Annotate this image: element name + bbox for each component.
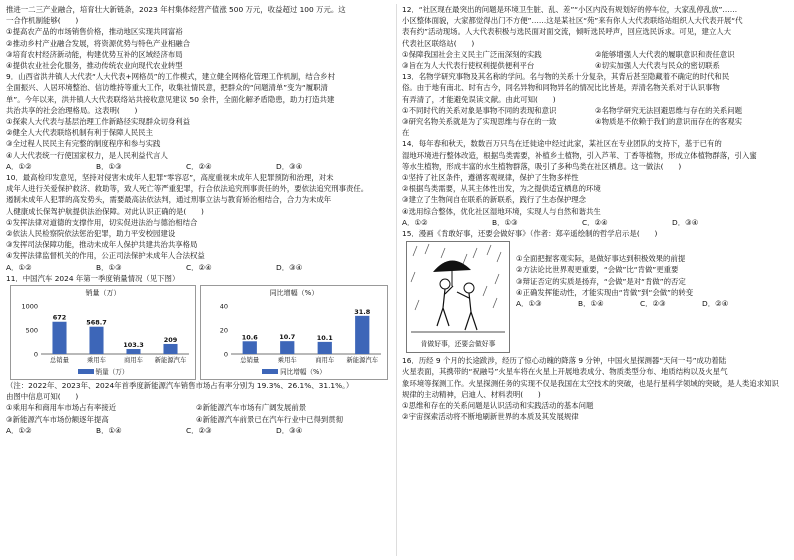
q12-option: ④切实加强人大代表与民众的密切联系 bbox=[595, 61, 720, 71]
cartoon-caption: 肯做好事，还要会做好事 bbox=[420, 340, 496, 349]
chart-legend bbox=[11, 367, 195, 378]
bar bbox=[355, 316, 369, 354]
bar-value-label: 568.7 bbox=[86, 318, 107, 327]
choice-d: D．③④ bbox=[672, 217, 699, 227]
category-label: 乘用车 bbox=[277, 357, 297, 365]
q9-option: ④人大代表统一行使国家权力，是人民利益代言人 bbox=[6, 150, 168, 160]
choice-a: A．①② bbox=[6, 425, 32, 435]
cartoon-drawing bbox=[407, 242, 509, 338]
q8-option: ④提供农业社会化服务，推动传统农业向现代农业转型 bbox=[6, 61, 183, 71]
q13-stem-line: 13．名物学研究事物及其名称的学问。名与物的关系十分复杂，其背后甚至隐藏着不确定的时代和民 bbox=[402, 72, 730, 82]
q16-stem-line: 象环境等探测工作。火星探测任务的实现不仅是我国在太空技术的突破，也是行星科学领域的突破，是人类追求知识 bbox=[402, 378, 779, 388]
q15-option: ③辩证否定的实质是扬弃，“会做”是对“肯做”的否定 bbox=[516, 276, 686, 286]
category-label: 新能源汽车 bbox=[154, 357, 187, 365]
legend-swatch bbox=[78, 369, 94, 374]
q10-option: ②依法人民检察院依法惩治犯罪，助力平安校园建设 bbox=[6, 229, 176, 239]
q14-option: ③建立了生物间自在联系的新联系，践行了生态保护理念 bbox=[402, 195, 587, 205]
bar-value-label: 10.7 bbox=[279, 333, 296, 342]
choice-b: B．①④ bbox=[96, 425, 122, 435]
y-tick-label: 40 bbox=[219, 302, 228, 311]
q15-choices bbox=[516, 298, 786, 309]
choice-b: B．①④ bbox=[578, 299, 604, 309]
y-tick-label: 1000 bbox=[21, 302, 38, 311]
choice-a: A．①② bbox=[402, 217, 428, 227]
q14-choices bbox=[402, 217, 788, 228]
q13-options-row2 bbox=[402, 116, 788, 127]
yoy-growth-plot bbox=[201, 296, 387, 372]
choice-a: A．①② bbox=[6, 262, 32, 272]
choice-c: C．②④ bbox=[186, 161, 212, 171]
q9-stem-line: 9．山西省洪井镇人大代表“人大代表+网格员”的工作模式，建立健全网格化管理工作机制，结合乡村 bbox=[6, 72, 335, 82]
choice-a: A．①③ bbox=[516, 299, 542, 309]
q10-option: ③发挥司法保障功能，推动未成年人保护共建共治共享格局 bbox=[6, 240, 198, 250]
choice-d: D．②④ bbox=[702, 299, 729, 309]
q8-stem-line: 一合作机制能够( ) bbox=[6, 16, 79, 26]
category-label: 新能源汽车 bbox=[346, 357, 378, 365]
car-sales-charts bbox=[6, 285, 389, 380]
q14-option: ①坚持了社区条件，遵循客观规律，保护了生物多样性 bbox=[402, 173, 579, 183]
y-tick-label: 0 bbox=[33, 350, 38, 359]
q14-stem-line: 14．每年春和秋天，数数百万只鸟在迁徙途中经过此家，某社区在专业团队的支持下，基于已有的 bbox=[402, 139, 722, 149]
sales-volume-plot bbox=[11, 296, 195, 372]
choice-a: A．①② bbox=[6, 161, 32, 171]
q13-options-row1 bbox=[402, 105, 788, 116]
bar-value-label: 10.1 bbox=[316, 333, 333, 342]
q9-option: ③全过程人民民主有完整的制度程序和参与实践 bbox=[6, 139, 161, 149]
q13-stem-line: 俗。由于地有南北、时有古今，同名异物和同物异名的情况比比皆是，弄清名物关系对于认识事物 bbox=[402, 83, 720, 93]
yoy-growth-chart bbox=[200, 285, 388, 380]
q10-choices bbox=[6, 262, 389, 273]
q13-option: ③研究名物关系就是为了实现思维与存在的一致 bbox=[402, 117, 557, 127]
q11-option: ④新能源汽车前景已在汽车行业中已得到贯彻 bbox=[196, 414, 344, 424]
legend-label: 销量（万） bbox=[95, 367, 129, 376]
q12-stem-line: 12．“社区现在最突出的问题是环境卫生脏、乱、差”“小区内没有规划好的停车位，大家乱停乱放”…… bbox=[402, 5, 738, 14]
q12-option: ①保障我国社会主义民主广泛而深刻的实践 bbox=[402, 49, 542, 59]
q11-options-row2 bbox=[6, 414, 389, 425]
q11-note: （注：2022年、2023年、2024年首季度新能源汽车销售市场占有率分别为 19.3%、26.1%、31.1%。） bbox=[6, 381, 354, 391]
bar bbox=[126, 349, 140, 354]
q10-option: ④发挥法律监督机关的作用，公正司法保护未成年人合法权益 bbox=[6, 251, 205, 261]
bar-value-label: 10.6 bbox=[241, 333, 258, 342]
choice-c: C．②④ bbox=[186, 262, 212, 272]
category-label: 商用车 bbox=[124, 357, 143, 365]
q12-stem-line: 代表社区联络站( ) bbox=[402, 38, 475, 48]
choice-b: B．①③ bbox=[96, 161, 122, 171]
choice-d: D．③④ bbox=[276, 161, 303, 171]
q8-option: ①提高农产品的市场销售价格，推动地区实现共同富裕 bbox=[6, 27, 183, 37]
bar-value-label: 209 bbox=[163, 336, 178, 345]
choice-b: B．①③ bbox=[492, 217, 518, 227]
q11-option: ②新能源汽车市场有广阔发展前景 bbox=[196, 403, 307, 413]
q9-choices bbox=[6, 161, 389, 172]
q10-stem-line: 10．最高检印发意见，坚持对侵害未成年人犯罪“零容忍”，高度重视未成年人犯罪预防和治理，对未 bbox=[6, 173, 334, 183]
q9-stem-line: 单”。今年以来，洪井镇人大代表联络站共接收意见建议 50 余件，全面化解矛盾隐患，助力打造共建 bbox=[6, 94, 335, 104]
left-column bbox=[6, 4, 389, 436]
category-label: 总销量 bbox=[240, 357, 260, 365]
choice-d: D．③④ bbox=[276, 262, 303, 272]
q14-stem-line: 湿地环境进行整体改造，根据鸟类需要，补植乡土植物，引入芦苇、丁香等植物，形成立体植物群落，引入蜜 bbox=[402, 150, 757, 160]
chart-title: 销量（万） bbox=[85, 289, 121, 298]
category-label: 商用车 bbox=[315, 357, 335, 365]
choice-d: D．③④ bbox=[276, 425, 303, 435]
q9-stem-line: 全面振兴、人居环境整治、信访维持等重大工作，收集社情民意，把群众的“问题清单”变为“履职清 bbox=[6, 83, 328, 93]
q15-option: ①全面把握客观实际，是做好事达到积极效果的前提 bbox=[516, 254, 686, 264]
chart-legend bbox=[201, 367, 387, 378]
q13-option: ②名物学研究无法回避思维与存在的关系问题 bbox=[595, 105, 743, 115]
q10-option: ①发挥法律对道德的支撑作用，切实促进法治与德治相结合 bbox=[6, 217, 198, 227]
q8-stem-line: 推进一二三产业融合，培育壮大新链条，2023 年村集体经营产值涨 500 万元，收益超过 100 万元。这 bbox=[6, 5, 346, 14]
sales-volume-chart bbox=[10, 285, 196, 380]
bar bbox=[318, 342, 332, 354]
q15-option: ②方法论比世界观更重要，“会做”比“肯做”更重要 bbox=[516, 265, 679, 275]
category-label: 总销量 bbox=[50, 357, 69, 365]
choice-c: C．②③ bbox=[186, 425, 212, 435]
choice-c: C．②③ bbox=[640, 299, 666, 309]
q14-option: ②根据鸟类需要，从其主体性出发，为之提供适宜栖息的环境 bbox=[402, 184, 601, 194]
q11-option: ①乘用车和商用车市场占有率接近 bbox=[6, 403, 117, 413]
chart-title: 同比增幅（%） bbox=[269, 289, 319, 298]
q13-option: ①不同时代的关系对象是事物不同的表现和意识 bbox=[402, 105, 557, 115]
bar-value-label: 103.3 bbox=[123, 341, 144, 350]
q9-option: ②健全人大代表联络机制有利于保障人民民主 bbox=[6, 128, 154, 138]
bar bbox=[280, 341, 294, 354]
q11-options-row1 bbox=[6, 402, 389, 413]
y-tick-label: 20 bbox=[219, 326, 228, 335]
bar bbox=[52, 322, 66, 354]
q16-option: ②宇宙探索活动将不断地刷新世界的本质及其发展规律 bbox=[402, 412, 579, 422]
q10-stem-line: 人健康成长保驾护航提供法治保障。对此认识正确的是( ) bbox=[6, 206, 204, 216]
q12-stem-line: 小区整体面貌，大家都觉得出门不方便”……这是某社区“苑”来有你人大代表联络站组织人大代表开展“代 bbox=[402, 16, 743, 26]
q11-prompt: 由图中信息可知( ) bbox=[6, 392, 79, 402]
q12-option: ③旨在为人大代表行使权利提供便利平台 bbox=[402, 61, 535, 71]
q11-title: 11．中国汽车 2024 年第一季度销量情况（见下图） bbox=[6, 273, 180, 283]
q12-options-row1 bbox=[402, 49, 788, 60]
q12-stem-line: 表有约”活动现场。人大代表积极与选民面对面交流，倾听选民呼声，回应选民诉求。可见，建立人大 bbox=[402, 27, 732, 37]
q15-title: 15．漫画《肯敢好事，还要会做好事》（作者：郑辛遥绘制的哲学启示是( ) bbox=[402, 229, 658, 239]
q15-options bbox=[516, 253, 786, 309]
q16-stem-line: 16．历经 9 个月的长途跋涉，经历了惊心动魄的降落 9 分钟，中国火星探测器“天问一号”成功着陆 bbox=[402, 356, 727, 366]
bar-value-label: 31.8 bbox=[354, 307, 371, 316]
q8-option: ③培育农村经济新动能，构建优势互补的区域经济布局 bbox=[6, 49, 183, 59]
q15-cartoon-row bbox=[402, 241, 788, 353]
q13-tail: 在 bbox=[402, 128, 410, 138]
q15-option: ④正确发挥能动性，才能实现由“肯做”到“会做”的转变 bbox=[516, 287, 694, 297]
y-tick-label: 0 bbox=[223, 350, 228, 359]
column-divider bbox=[396, 4, 397, 556]
legend-swatch bbox=[262, 369, 278, 374]
q16-option: ①思维和存在的关系问题是认识活动和实践活动的基本问题 bbox=[402, 401, 594, 411]
bar-value-label: 672 bbox=[52, 313, 67, 322]
q10-stem-line: 成年人进行关爱保护救济、救助等，致人死亡等严重犯罪，行合依法追究刑事责任的外，要依法追究刑事责任。 bbox=[6, 184, 369, 194]
bar bbox=[163, 344, 177, 354]
category-label: 乘用车 bbox=[87, 357, 106, 365]
q9-stem-line: 共治共享的社会治理格局。这表明( ) bbox=[6, 105, 138, 115]
q13-stem-line: 有弄清了，才能避免误读文献。由此可知( ) bbox=[402, 94, 556, 104]
q11-option: ③新能源汽车市场份额逐年提高 bbox=[6, 414, 109, 424]
q12-option: ②能够增强人大代表的履职意识和责任意识 bbox=[595, 49, 735, 59]
legend-label: 同比增幅（%） bbox=[280, 367, 326, 376]
bar bbox=[243, 341, 257, 354]
q12-options-row2 bbox=[402, 60, 788, 71]
q8-option: ②推动乡村产业融合发展，将资源优势与特色产业相融合 bbox=[6, 38, 191, 48]
q14-stem-line: 等水生植物，形成丰富的水生植物群落，吸引了多种鸟类在社区栖息。这一做法( ) bbox=[402, 161, 682, 171]
cartoon-image bbox=[406, 241, 510, 353]
q14-option: ④选用综合整体，优化社区湿地环境，实现人与自然和谐共生 bbox=[402, 206, 601, 216]
bar bbox=[89, 327, 103, 354]
choice-c: C．②④ bbox=[582, 217, 608, 227]
q16-stem-line: 火星表面，其携带的“祝融号”火星车将在火星上开展地表成分、物质类型分布、地质结构以及火星气 bbox=[402, 367, 728, 377]
q10-stem-line: 遏制未成年人犯罪的高发势头，需要最高法依法判，通过刑事立法与教育矫治相结合，合力为未成年 bbox=[6, 195, 332, 205]
choice-b: B．①③ bbox=[96, 262, 122, 272]
y-tick-label: 500 bbox=[25, 326, 38, 335]
q11-choices bbox=[6, 425, 389, 436]
q13-option: ④物质是不依赖于我们的意识而存在的客观实 bbox=[595, 117, 743, 127]
q16-stem-line: 规律的主动精神，启迪人、材料表明( ) bbox=[402, 389, 541, 399]
q9-option: ①探索人大代表与基层治理工作新路径实现群众切身利益 bbox=[6, 117, 191, 127]
right-column bbox=[402, 4, 788, 422]
